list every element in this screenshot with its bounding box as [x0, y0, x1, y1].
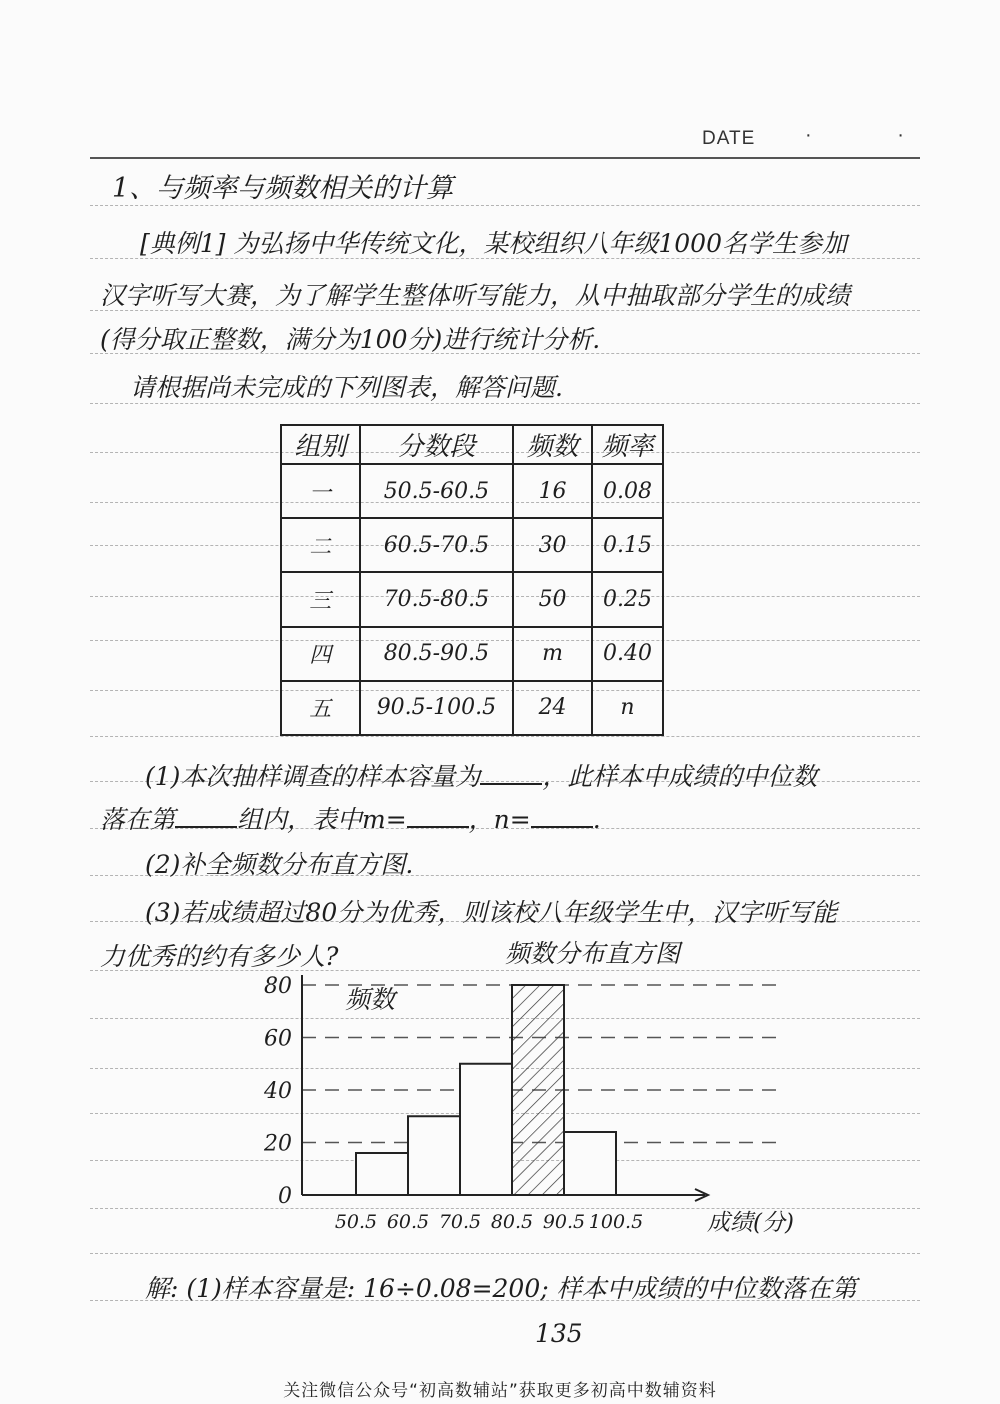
- table-cell-rate: 0.40: [592, 627, 663, 681]
- footer-note: 关注微信公众号“初高数辅站”获取更多初高中数辅资料: [283, 1381, 717, 1401]
- answer-blank-sample-size: [480, 765, 542, 785]
- table-cell-group: 三: [281, 572, 360, 626]
- x-tick-label: 70.5: [438, 1211, 482, 1233]
- table-row: [281, 518, 663, 572]
- histogram-chart: [250, 935, 850, 1245]
- table-cell-group: 四: [281, 627, 360, 681]
- histogram-bar: [460, 1064, 512, 1195]
- table-row: [281, 627, 663, 681]
- table-header-row: [281, 425, 663, 464]
- table-cell-rate: 0.25: [592, 572, 663, 626]
- table-cell-frequency: 30: [513, 518, 592, 572]
- histogram-bar: [356, 1153, 408, 1195]
- histogram-bar: [564, 1132, 616, 1195]
- table-cell-frequency: 24: [513, 681, 592, 735]
- table-cell-group: 二: [281, 518, 360, 572]
- question-1-line-2: [100, 805, 601, 835]
- frequency-table: [280, 424, 664, 736]
- table-cell-range: 70.5-80.5: [360, 572, 514, 626]
- table-cell-range: 60.5-70.5: [360, 518, 514, 572]
- table-row: [281, 681, 663, 735]
- y-tick-label: 60: [264, 1026, 292, 1052]
- page-number: 135: [535, 1319, 583, 1348]
- question-1-text-a: (1)本次抽样调查的样本容量为: [145, 762, 481, 791]
- table-header-rate: 频率: [592, 425, 663, 464]
- question-3-line-2: 力优秀的约有多少人?: [100, 942, 339, 971]
- date-label: DATE: [702, 128, 756, 149]
- histogram-bar: [408, 1116, 460, 1195]
- y-axis-label: 频数: [345, 985, 396, 1014]
- y-tick-label: 80: [264, 974, 292, 999]
- chart-title: 频数分布直方图: [505, 939, 681, 968]
- table-cell-frequency: m: [513, 627, 592, 681]
- table-cell-rate: 0.08: [592, 464, 663, 518]
- y-tick-label: 0: [278, 1184, 292, 1209]
- x-tick-label: 60.5: [386, 1211, 430, 1233]
- table-cell-rate: 0.15: [592, 518, 663, 572]
- answer-blank-m: [407, 808, 469, 828]
- section-title: 1、与频率与频数相关的计算: [112, 173, 454, 204]
- x-tick-label: 90.5: [542, 1211, 586, 1233]
- answer-blank-group: [175, 808, 237, 828]
- table-cell-group: 一: [281, 464, 360, 518]
- solution-line-1: 解: (1)样本容量是: 16÷0.08=200; 样本中成绩的中位数落在第: [145, 1274, 857, 1303]
- example-line-3: (得分取正整数，满分为100分)进行统计分析.: [100, 325, 601, 354]
- table-header-group: 组别: [281, 425, 360, 464]
- x-axis-label: 成绩(分): [707, 1210, 794, 1236]
- y-tick-label: 20: [264, 1131, 292, 1157]
- header-rule: [90, 157, 920, 159]
- answer-blank-n: [531, 808, 593, 828]
- example-line-2: 汉字听写大赛，为了解学生整体听写能力，从中抽取部分学生的成绩: [100, 281, 851, 310]
- table-header-frequency: 频数: [513, 425, 592, 464]
- table-cell-range: 50.5-60.5: [360, 464, 514, 518]
- x-tick-label: 100.5: [588, 1211, 644, 1233]
- table-header-range: 分数段: [360, 425, 514, 464]
- x-tick-label: 80.5: [490, 1211, 534, 1233]
- question-1-line-1: [145, 762, 817, 792]
- example-line-4: 请根据尚未完成的下列图表，解答问题.: [130, 373, 563, 402]
- question-1-text-f: .: [592, 805, 601, 834]
- table-cell-group: 五: [281, 681, 360, 735]
- table-cell-frequency: 16: [513, 464, 592, 518]
- y-tick-label: 40: [264, 1079, 292, 1104]
- question-1-text-e: ，n=: [468, 805, 531, 834]
- table-cell-range: 80.5-90.5: [360, 627, 514, 681]
- question-1-text-d: 组内，表中m=: [237, 805, 407, 834]
- table-row: [281, 572, 663, 626]
- question-1-text-b: ，此样本中成绩的中位数: [542, 762, 818, 791]
- table-cell-rate: n: [592, 681, 663, 735]
- x-tick-label: 50.5: [334, 1211, 378, 1233]
- question-1-text-c: 落在第: [100, 805, 176, 834]
- question-2: (2)补全频数分布直方图.: [145, 850, 414, 879]
- histogram-bar: [512, 985, 564, 1195]
- table-cell-range: 90.5-100.5: [360, 681, 514, 735]
- table-row: [281, 464, 663, 518]
- table-cell-frequency: 50: [513, 572, 592, 626]
- date-dots: · ·: [805, 124, 944, 146]
- example-line-1: [典例1] 为弘扬中华传统文化，某校组织八年级1000名学生参加: [140, 229, 847, 258]
- question-3-line-1: (3)若成绩超过80分为优秀，则该校八年级学生中，汉字听写能: [145, 898, 838, 927]
